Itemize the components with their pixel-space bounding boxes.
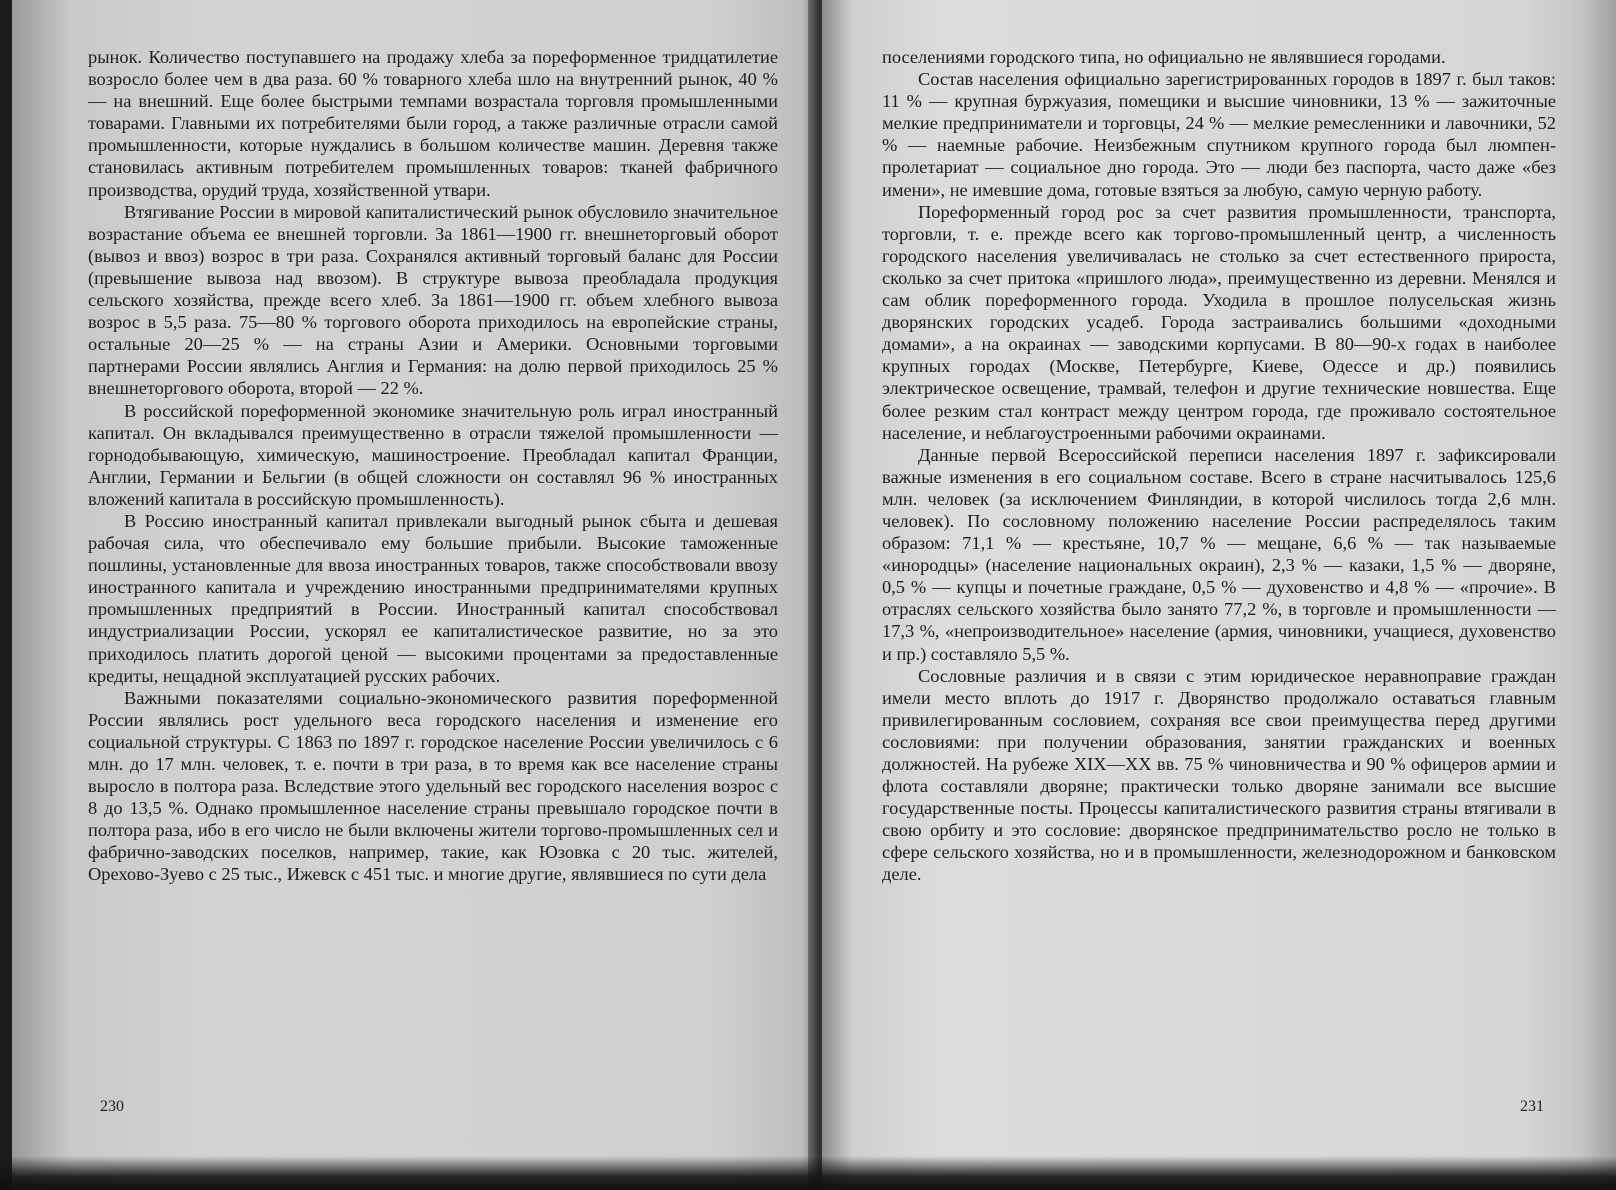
- paragraph: рынок. Количество поступавшего на продажу хлеба за пореформенное тридцатилетие возросло более чем в два раза. 60 % товарного хлеба шло на внутренний рынок, 40 % — на внешний. Еще более быстрыми темпами возрастала торговля промышленными товарами. Главными их потребителями были город, а также различные отрасли самой промышленности, которые нуждались в большом количестве машин. Деревня также становилась активным потребителем промышленных товаров: тканей фабричного производства, орудий труда, хозяйственной утвари.: [88, 47, 778, 200]
- right-page-text: [882, 46, 1556, 886]
- paragraph: Важными показателями социально-экономического развития пореформенной России являлись рост удельного веса городского населения и изменение его социальной структуры. С 1863 по 1897 г. городское население России увеличилось с 6 млн. до 17 млн. человек, т. е. почти в три раза, в то время как все население страны выросло в полтора раза. Вследствие этого удельный вес городского населения возрос с 8 до 13,5 %. Однако промышленное население страны превышало городское почти в полтора раза, ибо в его число не были включены жители торгово-промышленных сел и фабрично-заводских поселков, например, такие, как Юзовка с 20 тыс. жителей, Орехово-Зуево с 25 тыс., Ижевск с 451 тыс. и многие другие, являвшиеся по сути дела: [88, 687, 778, 885]
- page-number: 231: [1520, 1097, 1544, 1115]
- left-page: [12, 0, 820, 1190]
- paragraph: В Россию иностранный капитал привлекали выгодный рынок сбыта и дешевая рабочая сила, что обеспечивало ему большие прибыли. Высокие таможенные пошлины, установленные для ввоза иностранных товаров, также способствовали ввозу иностранного капитала и учреждению иностранными предпринимателями крупных промышленных предприятий в России. Иностранный капитал способствовал индустриализации России, ускорял ее капиталистическое развитие, но за это приходилось платить дорогой ценой — высокими процентами за предоставленные кредиты, нещадной эксплуатацией русских рабочих.: [88, 510, 778, 686]
- paragraph: Данные первой Всероссийской переписи населения 1897 г. зафиксировали важные изменения в его социальном составе. Всего в стране насчитывалось 125,6 млн. человек (за исключением Финляндии, в которой числилось тогда 2,6 млн. человек). По сословному положению население России распределялось таким образом: 71,1 % — крестьяне, 10,7 % — мещане, 6,6 % — так называемые «инородцы» (население национальных окраин), 2,3 % — казаки, 1,5 % — дворяне, 0,5 % — купцы и почетные граждане, 0,5 % — духовенство и 4,8 % — «прочие». В отраслях сельского хозяйства было занято 77,2 %, в торговле и промышленности — 17,3 %, «непроизводительное» население (армия, чиновники, учащиеся, духовенство и пр.) составляло 5,5 %.: [882, 444, 1556, 664]
- paragraph: Состав населения официально зарегистрированных городов в 1897 г. был таков: 11 % — крупная буржуазия, помещики и высшие чиновники, 13 % — зажиточные мелкие предприниматели и торговцы, 24 % — мелкие ремесленники и лавочники, 52 % — наемные рабочие. Неизбежным спутником крупного города был люмпен-пролетариат — социальное дно города. Это — люди без паспорта, часто даже «без имени», не имевшие дома, готовые взяться за любую, самую черную работу.: [882, 69, 1556, 200]
- right-page: [822, 0, 1616, 1190]
- left-page-text: [88, 46, 778, 886]
- paragraph: поселениями городского типа, но официально не являвшиеся городами.: [882, 47, 1446, 67]
- paragraph: Пореформенный город рос за счет развития промышленности, транспорта, торговли, т. е. прежде всего как торгово-промышленный центр, а численность городского населения увеличивалась не столько за счет естественного прироста, сколько за счет притока «пришлого люда», преимущественно из деревни. Менялся и сам облик пореформенного города. Уходила в прошлое полусельская жизнь дворянских городских усадеб. Города застраивались большими «доходными домами», а на окраинах — заводскими корпусами. В 80—90-х годах в наиболее крупных городах (Москве, Петербурге, Киеве, Одессе и др.) появились электрическое освещение, трамвай, телефон и другие технические новшества. Еще более резким стал контраст между центром города, где проживало состоятельное население, и неблагоустроенными рабочими окраинами.: [882, 201, 1556, 443]
- scan-bottom-shadow: [0, 1156, 1616, 1190]
- paragraph: В российской пореформенной экономике значительную роль играл иностранный капитал. Он вкладывался преимущественно в отрасли тяжелой промышленности — горнодобывающую, химическую, машиностроение. Преобладал капитал Франции, Англии, Германии и Бельгии (в общей сложности он составлял 96 % иностранных вложений капитала в российскую промышленность).: [88, 400, 778, 509]
- paragraph: Втягивание России в мировой капиталистический рынок обусловило значительное возрастание объема ее внешней торговли. За 1861—1900 гг. внешнеторговый оборот (вывоз и ввоз) возрос в три раза. Сохранялся активный торговый баланс для России (превышение вывоза над ввозом). В структуре вывоза преобладала продукция сельского хозяйства, прежде всего хлеб. За 1861—1900 гг. объем хлебного вывоза возрос в 5,5 раза. 75—80 % торгового оборота приходилось на европейские страны, остальные 20—25 % — на страны Азии и Америки. Основными торговыми партнерами России являлись Англия и Германия: на долю первой приходилось 25 % внешнеторгового оборота, второй — 22 %.: [88, 201, 778, 399]
- paragraph: Сословные различия и в связи с этим юридическое неравноправие граждан имели место вплоть до 1917 г. Дворянство продолжало оставаться главным привилегированным сословием, сохраняя все свои преимущества перед другими сословиями: при получении образования, занятии гражданских и военных должностей. На рубеже XIX—XX вв. 75 % чиновничества и 90 % офицеров армии и флота составляли дворяне; практически только дворяне занимали все высшие государственные посты. Процессы капиталистического развития страны втягивали в свою орбиту и это сословие: дворянское предпринимательство росло не только в сфере сельского хозяйства, но и в промышленности, железнодорожном и банковском деле.: [882, 665, 1556, 885]
- page-number: 230: [100, 1097, 124, 1115]
